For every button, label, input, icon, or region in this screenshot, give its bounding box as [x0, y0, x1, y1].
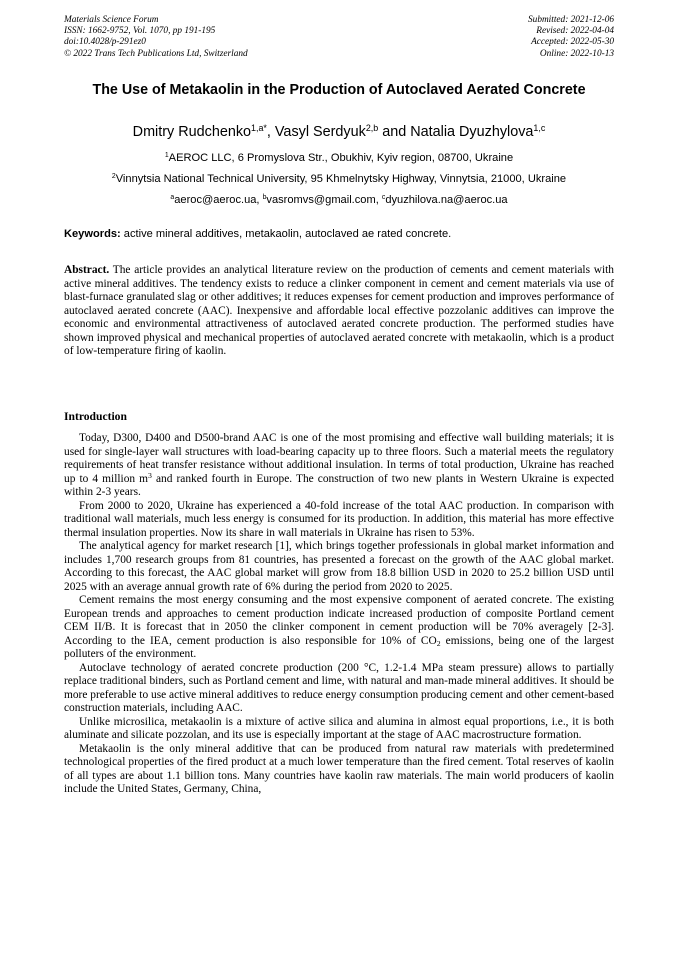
author-name: Natalia Dyuzhylova [410, 124, 534, 140]
affiliation [64, 151, 614, 165]
paragraph-text: Today, D300, D400 and D500-brand AAC is one of the most promising and effective wall building materials; it is used for single-layer wall structures with load-bearing capacity up to three floors. Such a material meets the regulatory requirements of heat transfer resistance without additional insulation. In terms of total production, Ukraine has reached up to 4 million m [64, 432, 614, 485]
author-separator: , [266, 124, 275, 140]
affiliation-mark: 1 [164, 152, 169, 160]
email-separator: , [375, 194, 382, 206]
author-list [64, 123, 614, 141]
doi: doi:10.4028/p-291ez0 [64, 37, 146, 48]
affiliation-mark: 2 [111, 173, 116, 181]
abstract-label: Abstract. [64, 264, 110, 276]
section-heading-introduction: Introduction [64, 410, 127, 423]
email-mark: b [262, 194, 267, 202]
email-separator: , [256, 194, 263, 206]
introduction-body [64, 432, 614, 797]
paragraph-text: The analytical agency for market research [1], which brings together professionals in global market information and includes 1,700 research groups from 81 countries, has presented a forecast on the growth of the AAC global market. According to this forecast, the AAC global market will grow from 18.8 billion USD in 2020 to 25.2 billion USD until 2025 with an average annual growth rate of 6% during the period from 2020 to 2025. [64, 540, 614, 593]
keywords-label: Keywords: [64, 228, 121, 240]
copyright: © 2022 Trans Tech Publications Ltd, Switzerland [64, 48, 248, 59]
affiliation-text: Vinnytsia National Technical University, 95 Khmelnytsky Highway, Vinnytsia, 21000, Ukraine [115, 173, 567, 185]
author-affiliation-mark: 2,b [365, 123, 379, 134]
issn-volume: ISSN: 1662-9752, Vol. 1070, pp 191-195 [64, 26, 216, 37]
author-name: Dmitry Rudchenko [132, 124, 252, 140]
email-list [64, 193, 614, 207]
abstract-text: The article provides an analytical literature review on the production of cements and cement materials with active mineral additives. The tendency exists to reduce a clinker component in cement and cement materials via use of blast-furnace granulated slag or other additives; it reduces expenses for cement production and improves performance of autoclaved aerated concrete (AAC). Inexpensive and affordable local effective pozzolanic additives can improve the economic and environmental attractiveness of autoclaved aerated concrete production. The performed studies have shown improved physical and mechanical properties of autoclaved aerated concrete with metakaolin, which is a product of low-temperature firing of kaolin. [64, 264, 614, 357]
submitted-date: Submitted: 2021-12-06 [528, 15, 614, 25]
keywords-text: active mineral additives, metakaolin, autoclaved ae rated concrete. [120, 228, 452, 240]
email-mark: c [381, 194, 386, 202]
accepted-date: Accepted: 2022-05-30 [531, 37, 614, 48]
paragraph [64, 716, 614, 743]
email-address[interactable]: dyuzhilova.na@aeroc.ua [385, 194, 508, 206]
paragraph [64, 500, 614, 541]
paragraph [64, 540, 614, 594]
paragraph-text: Unlike microsilica, metakaolin is a mixture of active silica and alumina in almost equal proportions, i.e., it is both aluminate and silicate pozzolan, and its use is especially important at the stage of AAC macrostructure formation. [64, 715, 614, 741]
affiliation-text: AEROC LLC, 6 Promyslova Str., Obukhiv, Kyiv region, 08700, Ukraine [168, 152, 514, 164]
abstract [64, 264, 614, 359]
online-date: Online: 2022-10-13 [539, 48, 614, 59]
author-affiliation-mark: 1,a* [251, 123, 267, 134]
superscript: 3 [148, 470, 152, 480]
subscript: 2 [436, 638, 441, 648]
email-address[interactable]: vasromvs@gmail.com [266, 194, 376, 206]
affiliation [64, 172, 614, 186]
paragraph-text: Metakaolin is the only mineral additive that can be produced from natural raw materials with predetermined technological properties of the fired product at a much lower temperature than the fired cement. Total reserves of kaolin of all types are about 1.1 billion tons. Many countries have kaolin raw materials. The main world producers of kaolin include the United States, Germany, China, [64, 742, 614, 795]
revised-date: Revised: 2022-04-04 [536, 26, 614, 37]
author-name: Vasyl Serdyuk [274, 124, 366, 140]
email-mark: a [170, 194, 175, 202]
keywords [64, 227, 614, 241]
paragraph-text: and ranked fourth in Europe. The construction of two new plants in Western Ukraine is expected within 2-3 years. [64, 472, 614, 498]
journal-header-right [528, 15, 614, 60]
paragraph-text: emissions, being one of the largest polluters of the environment. [64, 634, 614, 660]
author-separator: and [378, 124, 411, 140]
paragraph-text: Cement remains the most energy consuming and the most expensive component of aerated concrete. The existing European trends and approaches to cement production indicate increased production of composite Portland cement CEM II/B. It is forecast that in 2050 the clinker component in cement production will be 70% averagely [2-3]. According to the IEA, cement production is also responsible for 10% of CO [64, 594, 614, 647]
paragraph-text: Autoclave technology of aerated concrete production (200 °C, 1.2-1.4 MPa steam pressure) allows to partially replace traditional binders, such as Portland cement and lime, with natural and man-made mineral additives. It should be more preferable to use active mineral additives to reduce energy consumption producing cement and other cement-based construction materials, including AAC. [64, 661, 614, 714]
email-address[interactable]: aeroc@aeroc.ua [174, 194, 257, 206]
paragraph [64, 432, 614, 500]
author-affiliation-mark: 1,c [533, 123, 546, 134]
journal-header-left [64, 15, 248, 60]
paragraph [64, 594, 614, 662]
paragraph [64, 662, 614, 716]
paper-title: The Use of Metakaolin in the Production of Autoclaved Aerated Concrete [92, 82, 586, 98]
journal-name: Materials Science Forum [64, 15, 159, 25]
paragraph [64, 743, 614, 797]
paragraph-text: From 2000 to 2020, Ukraine has experienced a 40-fold increase of the total AAC production. In comparison with traditional wall materials, much less energy is consumed for its production. In addition, this material has more effective thermal insulation properties. Now its share in wall materials in Ukraine has risen to 53%. [64, 499, 614, 539]
